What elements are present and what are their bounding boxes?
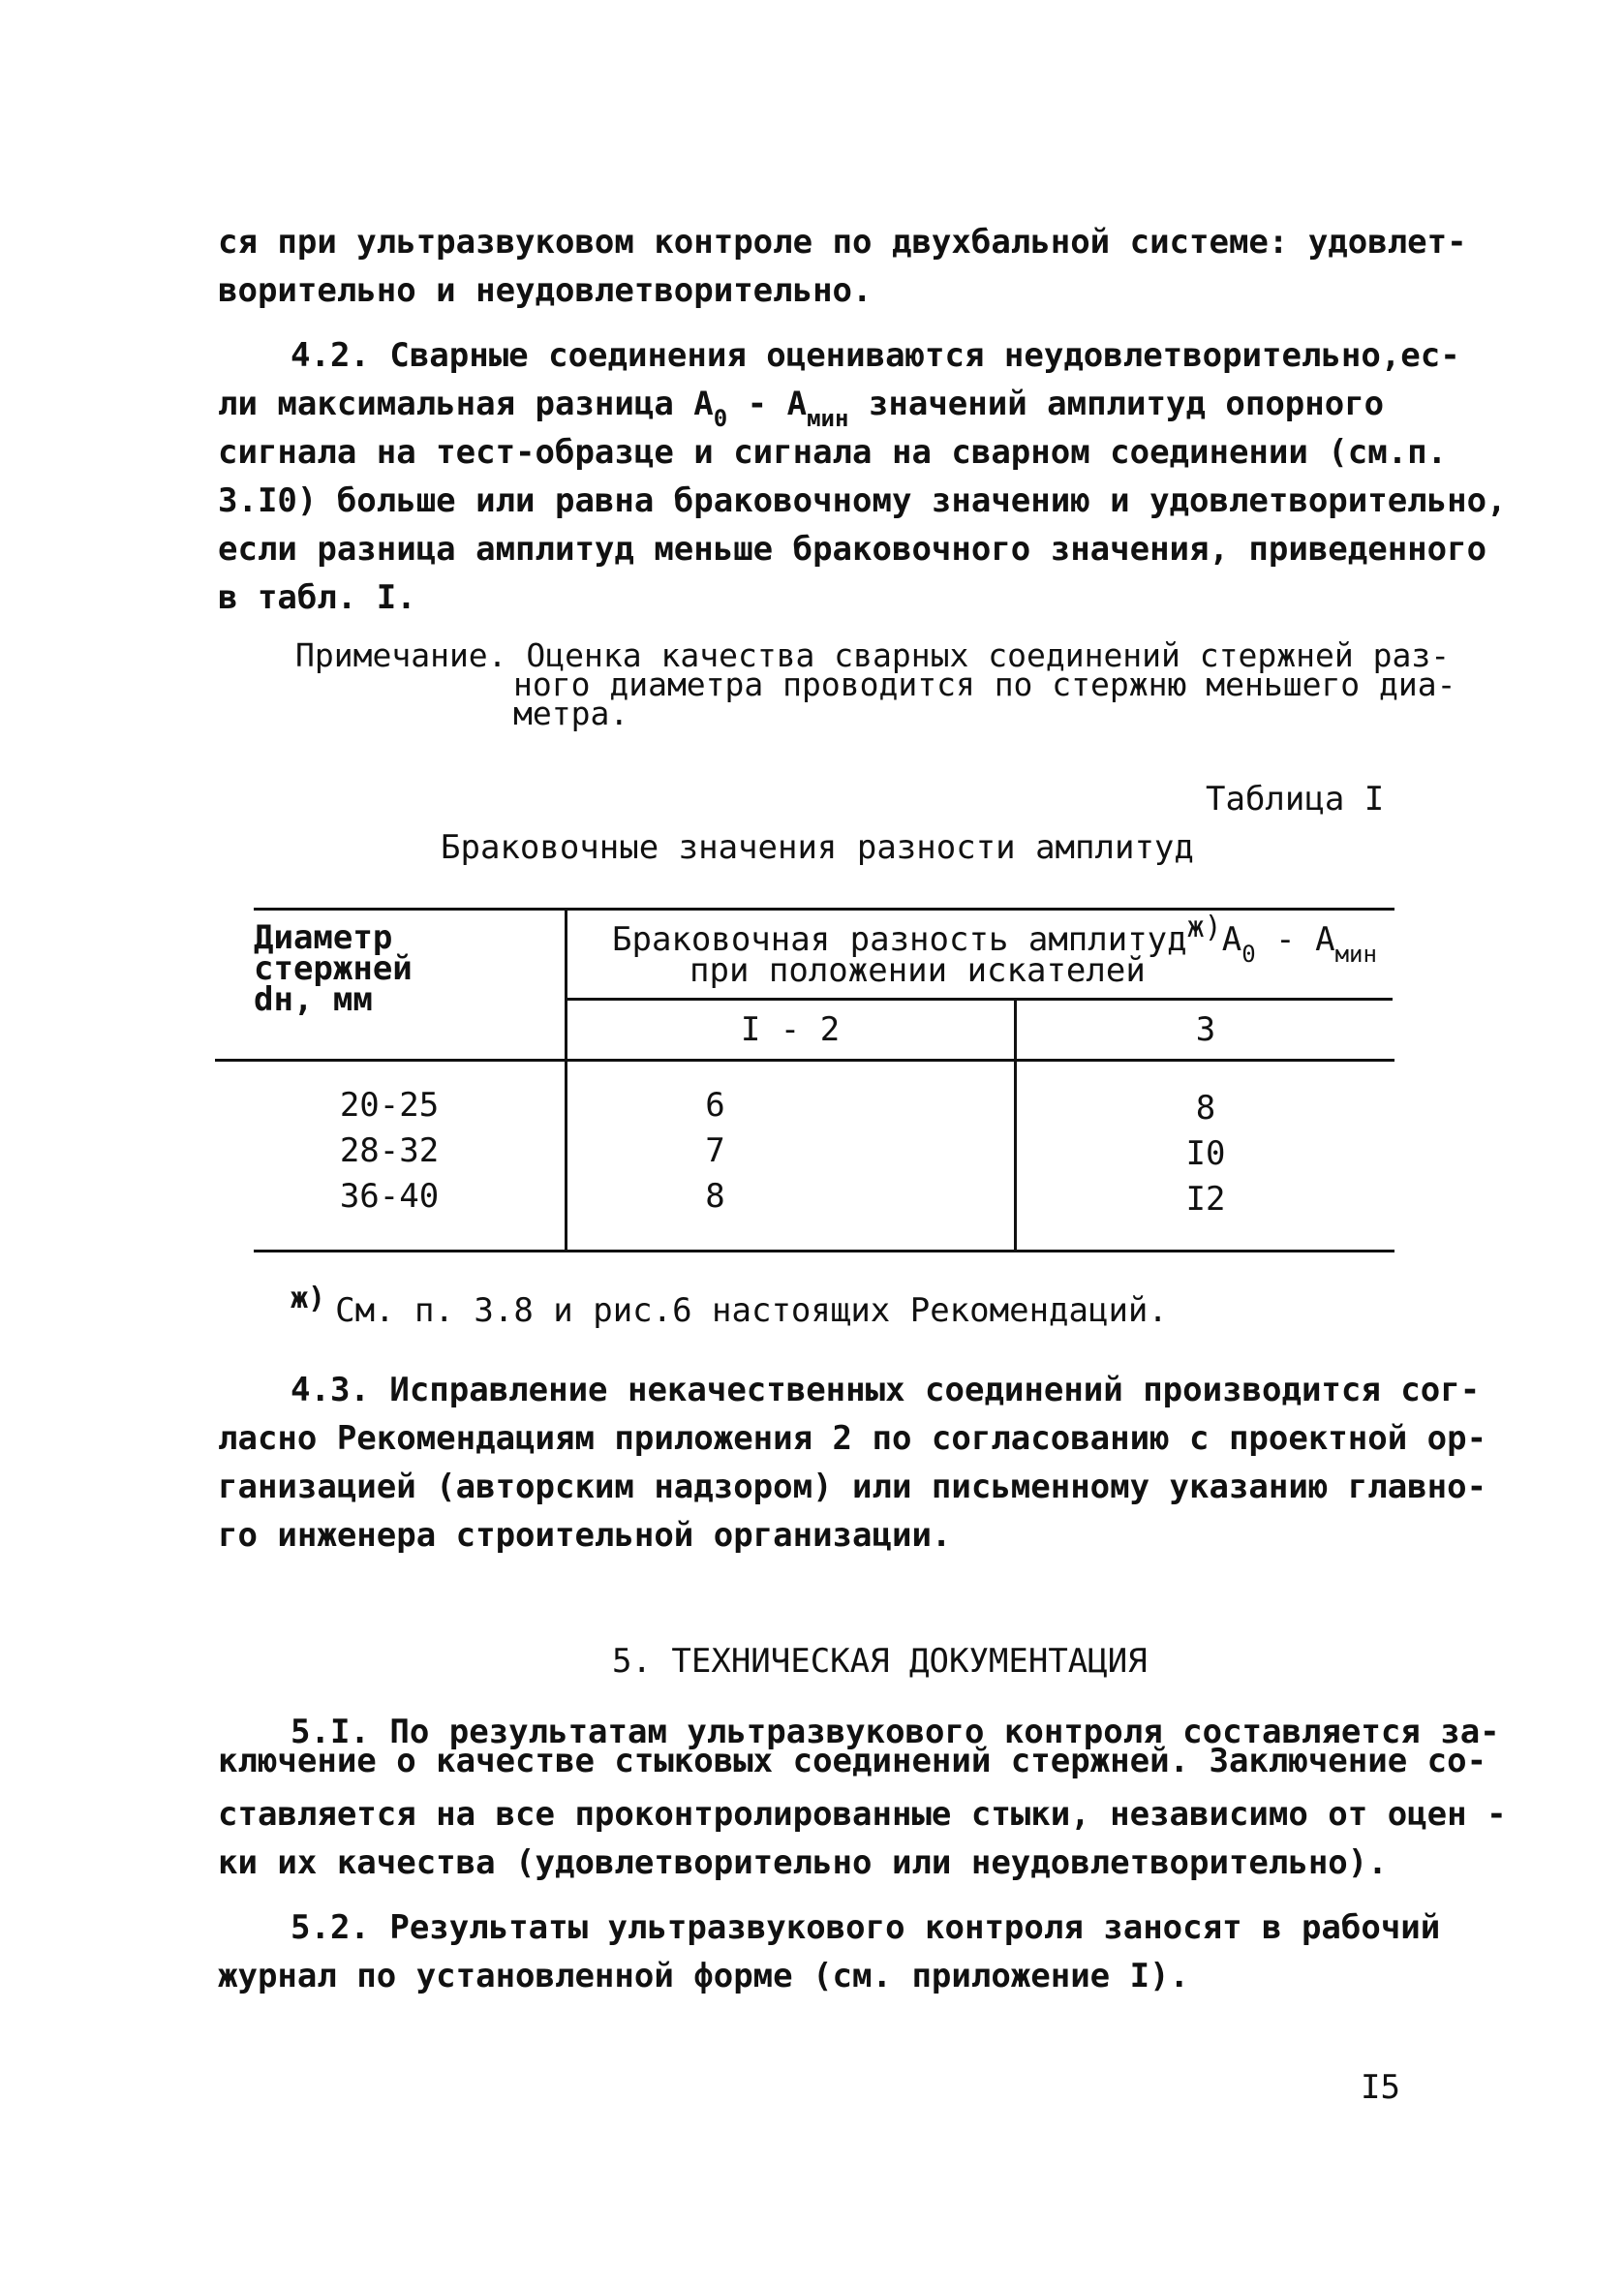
table-header-rule <box>215 1059 1394 1062</box>
formula-text: ли максимальная разница A <box>218 385 714 423</box>
page-number: I5 <box>1361 2068 1400 2107</box>
footnote-text: См. п. 3.8 и рис.6 настоящих Рекомендаций. <box>335 1291 1168 1330</box>
subscript: мин <box>807 405 849 432</box>
paragraph-line: 5.2. Результаты ультразвукового контроля заносят в рабочий <box>291 1908 1441 1947</box>
table-label: Таблица I <box>1206 780 1385 819</box>
subscript: 0 <box>1241 941 1256 968</box>
paragraph-line: ся при ультразвуковом контроле по двухбальной системе: удовлет- <box>218 223 1467 262</box>
column-header-line: стержней <box>254 949 413 988</box>
table-cell-diameter: 20-25 <box>339 1086 440 1125</box>
footnote-marker: ж) <box>1186 911 1222 944</box>
table-top-rule <box>254 908 1394 911</box>
table-subheader-rule <box>565 998 1393 1001</box>
paragraph-line: ставляется на все проконтролированные стыки, независимо от оцен - <box>218 1795 1507 1834</box>
paragraph-line: 4.3. Исправление некачественных соединений производится сог- <box>291 1371 1481 1409</box>
table-cell-pos12: 7 <box>705 1131 725 1170</box>
table-cell-pos12: 8 <box>705 1177 725 1216</box>
table-cell-pos3: I0 <box>1185 1134 1226 1173</box>
formula-text: значений амплитуд опорного <box>848 385 1385 423</box>
subscript: 0 <box>713 405 728 432</box>
paragraph-line: 5.I. По результатам ультразвукового контроля составляется за- <box>291 1713 1500 1751</box>
header-text: A <box>1221 920 1242 959</box>
paragraph-line: ласно Рекомендациям приложения 2 по согласованию с проектной ор- <box>218 1419 1487 1458</box>
column-header-line: Диаметр <box>254 918 393 957</box>
table-cell-diameter: 28-32 <box>339 1131 440 1170</box>
paragraph-line: если разница амплитуд меньше браковочного значения, приведенного <box>218 530 1487 569</box>
footnote <box>291 1282 1168 1337</box>
table-bottom-rule <box>254 1250 1394 1252</box>
paragraph-line: сигнала на тест-образце и сигнала на сварном соединении (см.п. <box>218 433 1448 472</box>
table-cell-diameter: 36-40 <box>339 1177 440 1216</box>
header-text: - A <box>1255 920 1335 959</box>
paragraph-line: ки их качества (удовлетворительно или неудовлетворительно). <box>218 1843 1388 1882</box>
paragraph-line: журнал по установленной форме (см. приложение I). <box>218 1957 1190 1995</box>
paragraph-line: в табл. I. <box>218 578 416 617</box>
subscript: мин <box>1334 941 1377 968</box>
section-heading: 5. ТЕХНИЧЕСКАЯ ДОКУМЕНТАЦИЯ <box>612 1642 1148 1681</box>
formula-text: - A <box>727 385 808 423</box>
subheader-position-3: 3 <box>1195 1010 1216 1049</box>
column-header-line: при положении искателей <box>689 951 1146 990</box>
paragraph-line: ключение о качестве стыковых соединений стержней. Заключение со- <box>218 1742 1487 1780</box>
table-cell-pos3: I2 <box>1185 1180 1226 1219</box>
paragraph-line: 4.2. Сварные соединения оцениваются неудовлетворительно,ес- <box>291 336 1460 375</box>
table-cell-pos3: 8 <box>1195 1089 1216 1128</box>
paragraph-line: 3.I0) больше или равна браковочному значению и удовлетворительно, <box>218 481 1507 520</box>
note-line: ного диаметра проводится по стержню меньшего диа- <box>513 665 1456 703</box>
subheader-positions-1-2: I - 2 <box>740 1010 841 1049</box>
header-text: Браковочная разность амплитуд <box>612 920 1187 959</box>
table-cell-pos12: 6 <box>705 1086 725 1125</box>
paragraph-line-formula <box>218 380 1384 431</box>
column-header-line: dн, мм <box>254 980 373 1019</box>
note-line: Примечание. Оценка качества сварных соединений стержней раз- <box>295 636 1451 674</box>
paragraph-line: го инженера строительной организации. <box>218 1516 952 1555</box>
footnote-marker: ж) <box>291 1282 326 1315</box>
paragraph-line: ганизацией (авторским надзором) или письменному указанию главно- <box>218 1468 1487 1506</box>
paragraph-line: ворительно и неудовлетворительно. <box>218 271 873 310</box>
table-title: Браковочные значения разности амплитуд <box>441 828 1194 867</box>
note-line: метра. <box>513 695 629 732</box>
